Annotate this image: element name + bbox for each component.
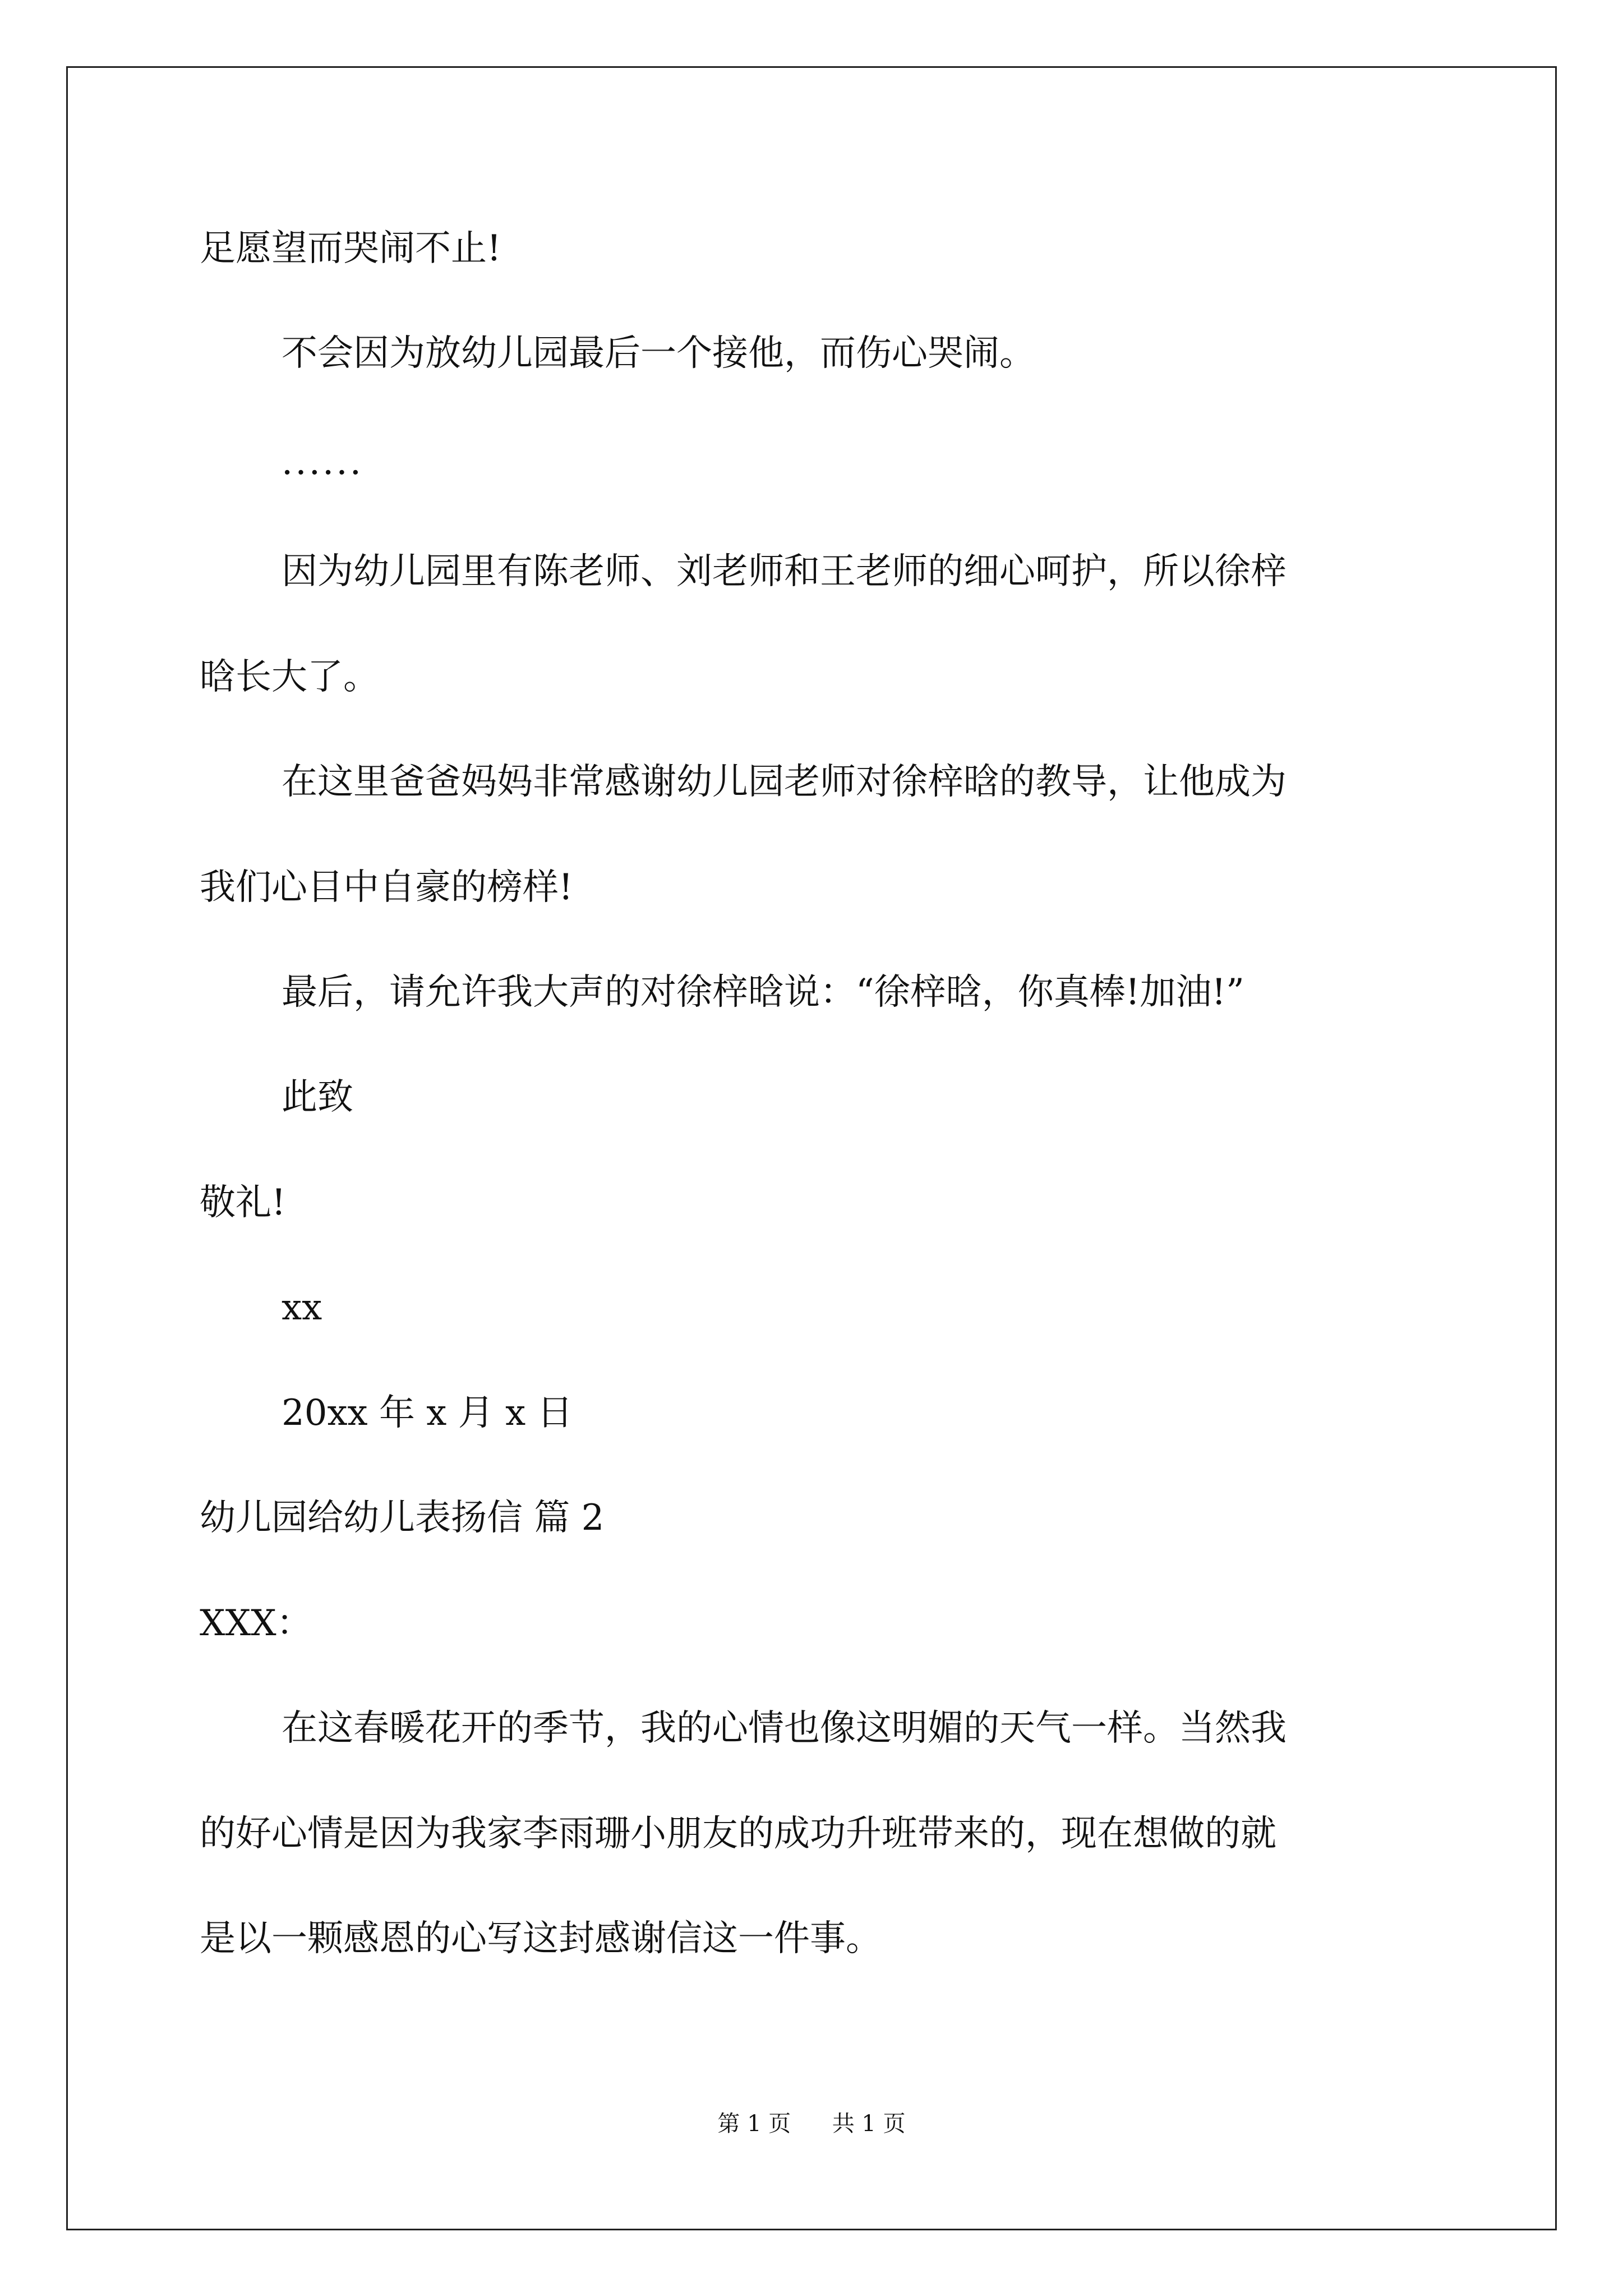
- signature: xx: [282, 1287, 322, 1328]
- page-footer: [0, 2113, 1623, 2135]
- closing-regards: 敬礼!: [200, 1182, 286, 1223]
- ellipsis-line: ······: [282, 452, 364, 494]
- section-heading: 幼儿园给幼儿表扬信 篇 2: [200, 1497, 605, 1539]
- body-line: 晗长大了。: [200, 656, 379, 698]
- body-line: 不会因为放幼儿园最后一个接他，而伤心哭闹。: [282, 333, 1035, 374]
- body-line: 是以一颗感恩的心写这封感谢信这一件事。: [200, 1918, 882, 1959]
- page-total: 共 1 页: [832, 2111, 906, 2137]
- body-line: 最后，请允许我大声的对徐梓晗说：“徐梓晗，你真棒!加油!”: [282, 972, 1244, 1013]
- body-line: 在这里爸爸妈妈非常感谢幼儿园老师对徐梓晗的教导，让他成为: [282, 761, 1287, 803]
- body-line: 我们心目中自豪的榜样!: [200, 867, 573, 908]
- date-line: 20xx 年 x 月 x 日: [282, 1392, 573, 1434]
- addressee: XXX：: [200, 1603, 312, 1644]
- closing-salutation: 此致: [282, 1076, 353, 1118]
- body-line: 足愿望而哭闹不止!: [200, 228, 501, 269]
- body-line: 的好心情是因为我家李雨珊小朋友的成功升班带来的，现在想做的就: [200, 1813, 1276, 1855]
- body-line: 在这春暖花开的季节，我的心情也像这明媚的天气一样。当然我: [282, 1708, 1287, 1749]
- page-border: [66, 66, 1557, 2230]
- body-line: 因为幼儿园里有陈老师、刘老师和王老师的细心呵护，所以徐梓: [282, 551, 1287, 592]
- page-number: 第 1 页: [717, 2111, 791, 2137]
